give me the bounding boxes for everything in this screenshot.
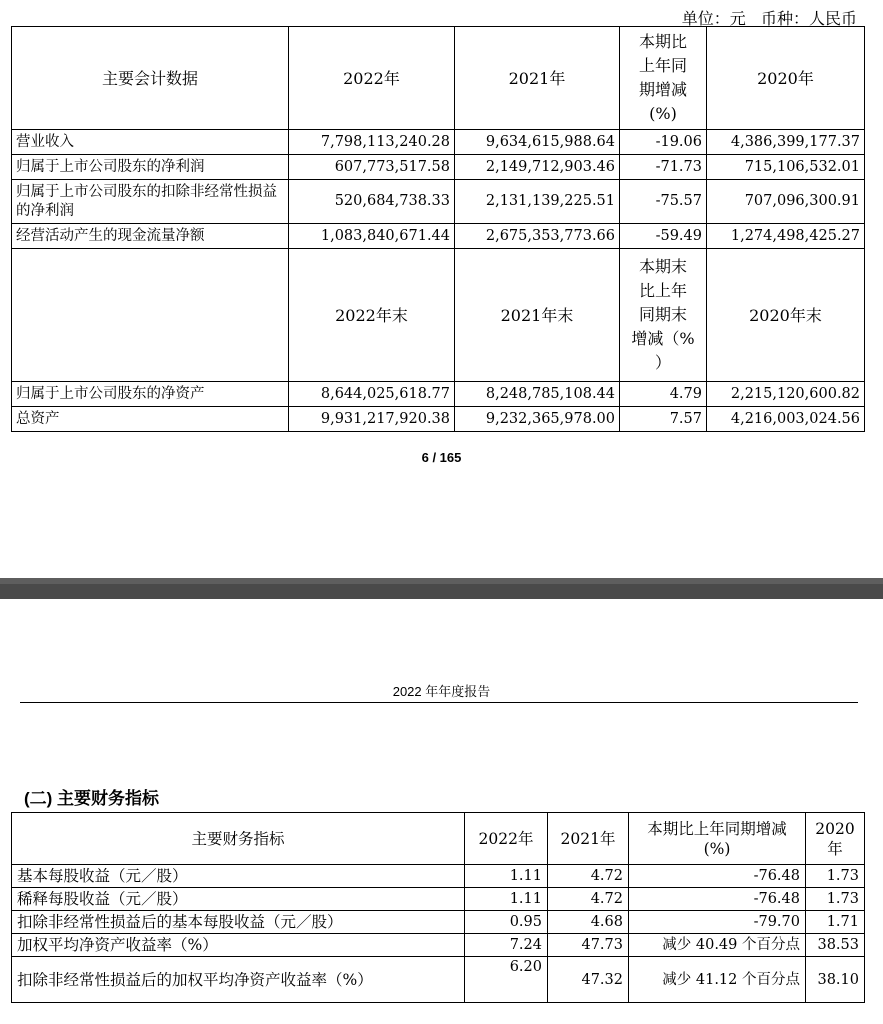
- row-label: 稀释每股收益（元／股）: [12, 888, 465, 911]
- header-change: [620, 27, 707, 130]
- header-label: 主要财务指标: [12, 813, 465, 865]
- header-2020-end: 2020年末: [707, 249, 865, 382]
- header-2020: 2020年: [707, 27, 865, 130]
- value-change: -79.70: [629, 911, 806, 934]
- value-2022: 520,684,738.33: [289, 180, 455, 224]
- section-title: (二) 主要财务指标: [24, 789, 160, 808]
- value-change: 4.79: [620, 382, 707, 407]
- separator-highlight: [0, 578, 883, 584]
- header-2022-end: 2022年末: [289, 249, 455, 382]
- row-label: 归属于上市公司股东的净资产: [12, 382, 289, 407]
- value-change: -76.48: [629, 888, 806, 911]
- row-label: 扣除非经常性损益后的基本每股收益（元／股）: [12, 911, 465, 934]
- header-change-line: 同期末: [638, 305, 687, 324]
- value-change: -71.73: [620, 155, 707, 180]
- value-2020: 707,096,300.91: [707, 180, 865, 224]
- header-rule: [20, 702, 858, 703]
- value-2020: 1.73: [806, 888, 865, 911]
- value-change: 减少 41.12 个百分点: [629, 957, 806, 1003]
- report-header: 2022 年年度报告: [392, 684, 491, 699]
- row-label: 总资产: [12, 407, 289, 432]
- value-2021: 4.68: [548, 911, 629, 934]
- accounting-data-table: [11, 26, 865, 432]
- value-2022: 0.95: [465, 911, 548, 934]
- value-change: -75.57: [620, 180, 707, 224]
- value-2021: 8,248,785,108.44: [455, 382, 620, 407]
- table-row: [12, 865, 865, 888]
- value-2022: 607,773,517.58: [289, 155, 455, 180]
- value-2021: 2,149,712,903.46: [455, 155, 620, 180]
- value-2022: 1.11: [465, 865, 548, 888]
- table-row: [12, 407, 865, 432]
- value-2020: 1.73: [806, 865, 865, 888]
- value-2020: 38.53: [806, 934, 865, 957]
- row-label: 基本每股收益（元／股）: [12, 865, 465, 888]
- value-2020: 1.71: [806, 911, 865, 934]
- table-row: [12, 224, 865, 249]
- header-change-line: 增减（%: [631, 329, 695, 348]
- row-label: 归属于上市公司股东的净利润: [12, 155, 289, 180]
- table-row: [12, 130, 865, 155]
- header-change: 本期比上年同期增减(%): [629, 813, 806, 865]
- value-2021: 2,131,139,225.51: [455, 180, 620, 224]
- header-change-end: [620, 249, 707, 382]
- value-2021: 9,634,615,988.64: [455, 130, 620, 155]
- header-change-line: ）: [654, 353, 671, 372]
- value-change: 7.57: [620, 407, 707, 432]
- value-2020: 38.10: [806, 957, 865, 1003]
- table-row: [12, 888, 865, 911]
- value-2021: 47.32: [548, 957, 629, 1003]
- value-change: -76.48: [629, 865, 806, 888]
- value-2021: 4.72: [548, 865, 629, 888]
- header-blank: [12, 249, 289, 382]
- value-2020: 4,386,399,177.37: [707, 130, 865, 155]
- row-label: 加权平均净资产收益率（%）: [12, 934, 465, 957]
- row-label: 经营活动产生的现金流量净额: [12, 224, 289, 249]
- table-header-row-2: [12, 249, 865, 382]
- financial-indicators-table: [11, 812, 865, 1003]
- unit-note: 单位：元 币种：人民币: [681, 9, 857, 28]
- table-row: [12, 180, 865, 224]
- header-change-line: (%): [649, 104, 677, 123]
- value-2022: 6.20: [465, 957, 548, 1003]
- header-change-line: 本期末: [638, 257, 687, 276]
- row-label: 归属于上市公司股东的扣除非经常性损益的净利润: [12, 180, 289, 224]
- header-change-line: 比上年: [638, 281, 687, 300]
- page-number: 6 / 165: [421, 450, 462, 465]
- table-header-row: [12, 813, 865, 865]
- value-change: -59.49: [620, 224, 707, 249]
- value-change: -19.06: [620, 130, 707, 155]
- value-2022: 1.11: [465, 888, 548, 911]
- value-2020: 4,216,003,024.56: [707, 407, 865, 432]
- value-2022: 7.24: [465, 934, 548, 957]
- header-2022: 2022年: [289, 27, 455, 130]
- header-2021: 2021年: [548, 813, 629, 865]
- table-row: [12, 155, 865, 180]
- value-change: 减少 40.49 个百分点: [629, 934, 806, 957]
- value-2022: 1,083,840,671.44: [289, 224, 455, 249]
- value-2021: 9,232,365,978.00: [455, 407, 620, 432]
- header-label: 主要会计数据: [12, 27, 289, 130]
- header-2020: 2020年: [806, 813, 865, 865]
- table-row: [12, 934, 865, 957]
- value-2022: 8,644,025,618.77: [289, 382, 455, 407]
- header-change-line: 期增减: [638, 80, 687, 99]
- value-2020: 2,215,120,600.82: [707, 382, 865, 407]
- table-row: [12, 382, 865, 407]
- header-2021-end: 2021年末: [455, 249, 620, 382]
- header-2022: 2022年: [465, 813, 548, 865]
- value-2022: 9,931,217,920.38: [289, 407, 455, 432]
- value-2020: 1,274,498,425.27: [707, 224, 865, 249]
- value-2021: 4.72: [548, 888, 629, 911]
- header-change-line: 上年同: [638, 56, 687, 75]
- header-change-line: 本期比: [638, 32, 687, 51]
- table-row: [12, 957, 865, 1003]
- value-2021: 2,675,353,773.66: [455, 224, 620, 249]
- row-label: 扣除非经常性损益后的加权平均净资产收益率（%）: [12, 957, 465, 1003]
- header-2021: 2021年: [455, 27, 620, 130]
- value-2022: 7,798,113,240.28: [289, 130, 455, 155]
- table-header-row: [12, 27, 865, 130]
- row-label: 营业收入: [12, 130, 289, 155]
- page-separator: [0, 578, 883, 599]
- table-row: [12, 911, 865, 934]
- value-2021: 47.73: [548, 934, 629, 957]
- value-2020: 715,106,532.01: [707, 155, 865, 180]
